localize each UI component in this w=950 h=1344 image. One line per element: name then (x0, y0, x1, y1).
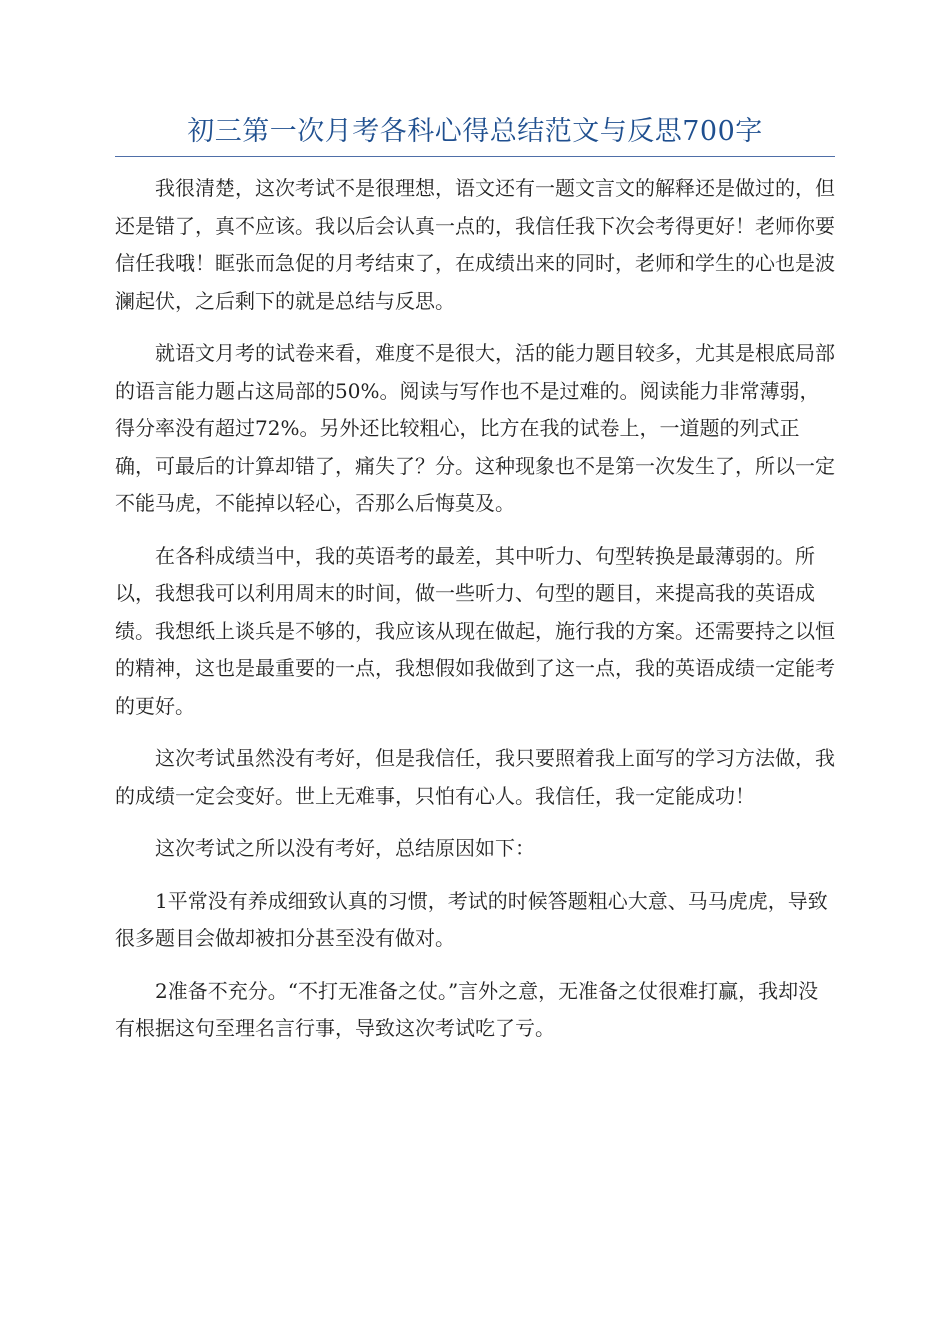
paragraph-2: 就语文月考的试卷来看，难度不是很大，活的能力题目较多，尤其是根底局部的语言能力题占这局部的50%。阅读与写作也不是过难的。阅读能力非常薄弱，得分率没有超过72%。另外还比较粗心，比方在我的试卷上，一道题的列式正确，可最后的计算却错了，痛失了？分。这种现象也不是第一次发生了，所以一定不能马虎，不能掉以轻心，否那么后悔莫及。 (115, 341, 835, 515)
paragraph-6: 1平常没有养成细致认真的习惯，考试的时候答题粗心大意、马马虎虎，导致很多题目会做却被扣分甚至没有做对。 (115, 888, 828, 950)
paragraph-7: 2准备不充分。“不打无准备之仗。”言外之意，无准备之仗很难打赢，我却没有根据这句至理名言行事，导致这次考试吃了亏。 (115, 978, 819, 1040)
document-body (115, 170, 835, 1063)
paragraph-4: 这次考试虽然没有考好，但是我信任，我只要照着我上面写的学习方法做，我的成绩一定会变好。世上无难事，只怕有心人。我信任，我一定能成功！ (115, 746, 835, 808)
paragraph-5: 这次考试之所以没有考好，总结原因如下： (155, 836, 535, 860)
paragraph-3: 在各科成绩当中，我的英语考的最差，其中听力、句型转换是最薄弱的。所以，我想我可以利用周末的时间，做一些听力、句型的题目，来提高我的英语成绩。我想纸上谈兵是不够的，我应该从现在做起，施行我的方案。还需要持之以恒的精神，这也是最重要的一点，我想假如我做到了这一点，我的英语成绩一定能考的更好。 (115, 543, 835, 718)
document-title: 初三第一次月考各科心得总结范文与反思700字 (187, 116, 763, 147)
title-block (115, 112, 835, 157)
paragraph-1: 我很清楚，这次考试不是很理想，语文还有一题文言文的解释还是做过的，但还是错了，真不应该。我以后会认真一点的，我信任我下次会考得更好！老师你要信任我哦！眶张而急促的月考结束了，在成绩出来的同时，老师和学生的心也是波澜起伏，之后剩下的就是总结与反思。 (115, 176, 835, 313)
